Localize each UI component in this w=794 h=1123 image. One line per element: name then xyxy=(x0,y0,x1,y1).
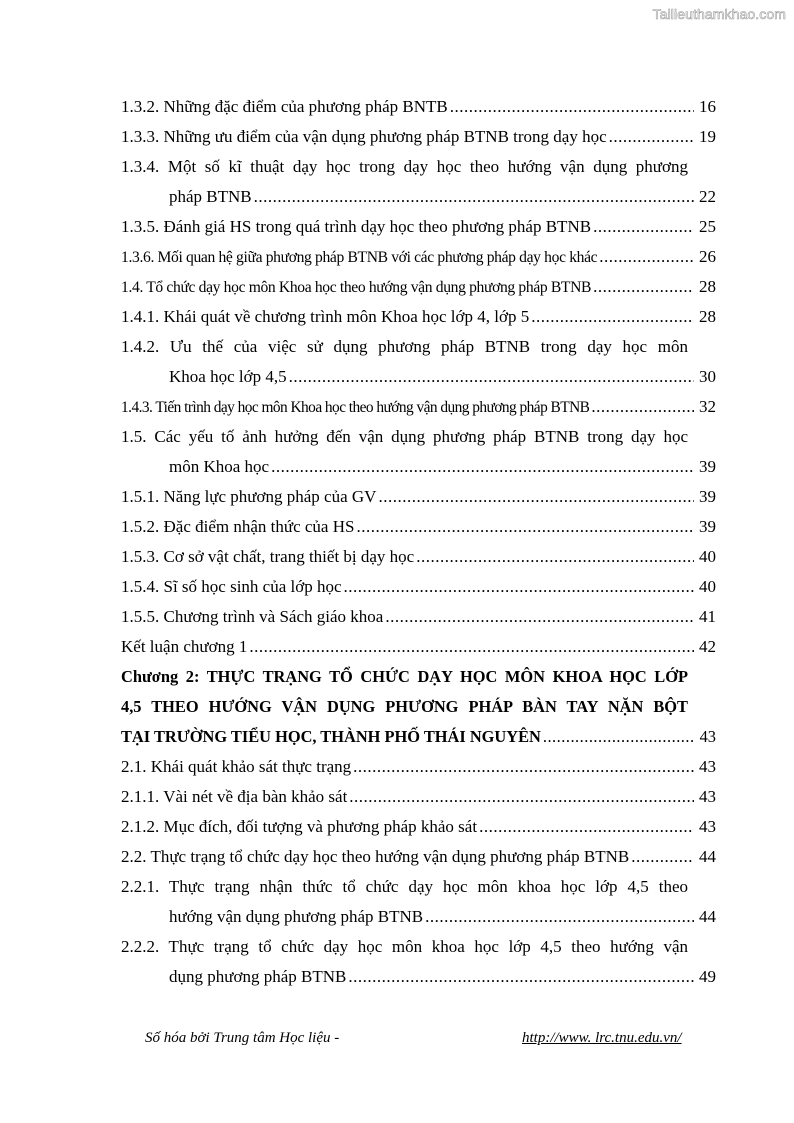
toc-leader xyxy=(249,632,694,662)
toc-title: 1.5.2. Đặc điểm nhận thức của HS xyxy=(121,517,355,536)
toc-leader xyxy=(271,452,694,482)
toc-title-line2: dụng phương pháp BTNB xyxy=(169,967,347,986)
toc-title: 1.3.6. Mối quan hệ giữa phương pháp BTNB với các phương pháp dạy học khác xyxy=(121,249,598,266)
toc-entry-1-4[interactable] xyxy=(121,272,716,302)
footer-credit: Số hóa bởi Trung tâm Học liệu - xyxy=(145,1030,340,1046)
toc-entry-1-5[interactable] xyxy=(121,422,716,482)
toc-page-number: 40 xyxy=(699,547,716,566)
toc-leader xyxy=(349,782,694,812)
toc-title: 1.5.4. Sĩ số học sinh của lớp học xyxy=(121,577,342,596)
watermark-text: Tailieuthamkhao.com xyxy=(652,6,786,22)
toc-page-number: 40 xyxy=(699,577,716,596)
toc-entry-chapter-2[interactable] xyxy=(121,662,716,752)
toc-entry-1-4-1[interactable] xyxy=(121,302,716,332)
toc-leader xyxy=(378,482,694,512)
toc-title: 1.3.3. Những ưu điểm của vận dụng phương pháp BTNB trong dạy học xyxy=(121,127,607,146)
toc-page-number: 30 xyxy=(699,367,716,386)
toc-title: Kết luận chương 1 xyxy=(121,637,248,656)
toc-page-number: 43 xyxy=(699,787,716,806)
toc-leader xyxy=(416,542,694,572)
toc-page-number: 43 xyxy=(699,817,716,836)
toc-entry-2-2-1[interactable] xyxy=(121,872,716,932)
toc-title: 1.4.1. Khái quát về chương trình môn Khoa học lớp 4, lớp 5 xyxy=(121,307,530,326)
toc-page-number: 32 xyxy=(699,397,716,416)
toc-page-number: 16 xyxy=(699,97,716,116)
toc-page-number: 22 xyxy=(699,187,716,206)
toc-entry-1-4-2[interactable] xyxy=(121,332,716,392)
toc-page-number: 43 xyxy=(699,757,716,776)
toc-page-number: 49 xyxy=(699,967,716,986)
toc-entry-2-1-2[interactable] xyxy=(121,812,716,842)
toc-title-line1: 2.2.1. Thực trạng nhận thức tổ chức dạy học môn khoa học lớp 4,5 theo xyxy=(121,877,688,896)
toc-leader xyxy=(353,752,694,782)
toc-title: 1.3.5. Đánh giá HS trong quá trình dạy học theo phương pháp BTNB xyxy=(121,217,592,236)
toc-page-number: 43 xyxy=(699,727,716,746)
toc-page-number: 19 xyxy=(699,127,716,146)
toc-title: 1.5.5. Chương trình và Sách giáo khoa xyxy=(121,607,384,626)
toc-page-number: 26 xyxy=(699,247,716,266)
toc-leader xyxy=(479,812,694,842)
toc-leader xyxy=(356,512,694,542)
toc-leader xyxy=(385,602,694,632)
toc-page-number: 44 xyxy=(699,907,716,926)
toc-page-number: 25 xyxy=(699,217,716,236)
toc-page-number: 41 xyxy=(699,607,716,626)
toc-title: 1.5.1. Năng lực phương pháp của GV xyxy=(121,487,377,506)
toc-page-number: 39 xyxy=(699,487,716,506)
toc-leader xyxy=(450,92,694,122)
toc-title-line1: 1.5. Các yếu tố ảnh hưởng đến vận dụng phương pháp BTNB trong dạy học xyxy=(121,427,688,446)
toc-leader xyxy=(348,962,694,992)
toc-leader xyxy=(631,842,694,872)
toc-entry-1-3-4[interactable] xyxy=(121,152,716,212)
toc-leader xyxy=(593,212,694,242)
toc-leader xyxy=(531,302,694,332)
toc-title-line2: pháp BTNB xyxy=(169,187,252,206)
toc-title: 1.5.3. Cơ sở vật chất, trang thiết bị dạy học xyxy=(121,547,415,566)
toc-title: 2.1.1. Vài nét về địa bàn khảo sát xyxy=(121,787,348,806)
toc-leader xyxy=(289,362,694,392)
toc-page-number: 39 xyxy=(699,457,716,476)
toc-entry-2-1[interactable] xyxy=(121,752,716,782)
toc-page-number: 28 xyxy=(699,307,716,326)
toc-entry-1-3-6[interactable] xyxy=(121,242,716,272)
table-of-contents xyxy=(121,92,716,992)
toc-title: 2.1.2. Mục đích, đối tượng và phương pháp khảo sát xyxy=(121,817,478,836)
toc-leader xyxy=(593,272,694,302)
toc-entry-2-2-2[interactable] xyxy=(121,932,716,992)
toc-title: 2.1. Khái quát khảo sát thực trạng xyxy=(121,757,352,776)
toc-title-line3: TẠI TRƯỜNG TIỂU HỌC, THÀNH PHỐ THÁI NGUYÊN xyxy=(121,727,541,746)
toc-entry-1-5-2[interactable] xyxy=(121,512,716,542)
toc-leader xyxy=(609,122,694,152)
toc-title: 1.4. Tổ chức dạy học môn Khoa học theo hướng vận dụng phương pháp BTNB xyxy=(121,279,592,296)
toc-entry-2-2[interactable] xyxy=(121,842,716,872)
toc-entry-1-3-3[interactable] xyxy=(121,122,716,152)
toc-page-number: 28 xyxy=(699,277,716,296)
footer-link[interactable]: http://www. lrc.tnu.edu.vn/ xyxy=(522,1030,682,1046)
toc-title: 1.4.3. Tiến trình dạy học môn Khoa học theo hướng vận dụng phương pháp BTNB xyxy=(121,399,590,416)
toc-leader xyxy=(543,722,694,752)
toc-leader xyxy=(591,392,694,422)
toc-page-number: 39 xyxy=(699,517,716,536)
toc-title-line1: 1.3.4. Một số kĩ thuật dạy học trong dạy học theo hướng vận dụng phương xyxy=(121,157,688,176)
toc-entry-1-5-4[interactable] xyxy=(121,572,716,602)
toc-title: 2.2. Thực trạng tổ chức dạy học theo hướng vận dụng phương pháp BTNB xyxy=(121,847,630,866)
toc-title-line1: Chương 2: THỰC TRẠNG TỔ CHỨC DẠY HỌC MÔN KHOA HỌC LỚP xyxy=(121,667,688,686)
toc-title: 1.3.2. Những đặc điểm của phương pháp BNTB xyxy=(121,97,448,116)
toc-title-line2: Khoa học lớp 4,5 xyxy=(169,367,287,386)
toc-title-line2: môn Khoa học xyxy=(169,457,270,476)
toc-entry-1-3-2[interactable] xyxy=(121,92,716,122)
toc-page-number: 44 xyxy=(699,847,716,866)
toc-entry-1-4-3[interactable] xyxy=(121,392,716,422)
toc-entry-ket-luan-1[interactable] xyxy=(121,632,716,662)
toc-title-line1: 2.2.2. Thực trạng tổ chức dạy học môn khoa học lớp 4,5 theo hướng vận xyxy=(121,937,688,956)
toc-entry-2-1-1[interactable] xyxy=(121,782,716,812)
toc-leader xyxy=(599,242,694,272)
toc-leader xyxy=(344,572,694,602)
toc-entry-1-3-5[interactable] xyxy=(121,212,716,242)
toc-entry-1-5-5[interactable] xyxy=(121,602,716,632)
toc-leader xyxy=(254,182,694,212)
toc-entry-1-5-3[interactable] xyxy=(121,542,716,572)
toc-leader xyxy=(425,902,694,932)
toc-title-line1: 1.4.2. Ưu thế của việc sử dụng phương pháp BTNB trong dạy học môn xyxy=(121,337,688,356)
toc-title-line2: 4,5 THEO HƯỚNG VẬN DỤNG PHƯƠNG PHÁP BÀN TAY NẶN BỘT xyxy=(121,697,688,716)
toc-title-line2: hướng vận dụng phương pháp BTNB xyxy=(169,907,424,926)
toc-page-number: 42 xyxy=(699,637,716,656)
toc-entry-1-5-1[interactable] xyxy=(121,482,716,512)
